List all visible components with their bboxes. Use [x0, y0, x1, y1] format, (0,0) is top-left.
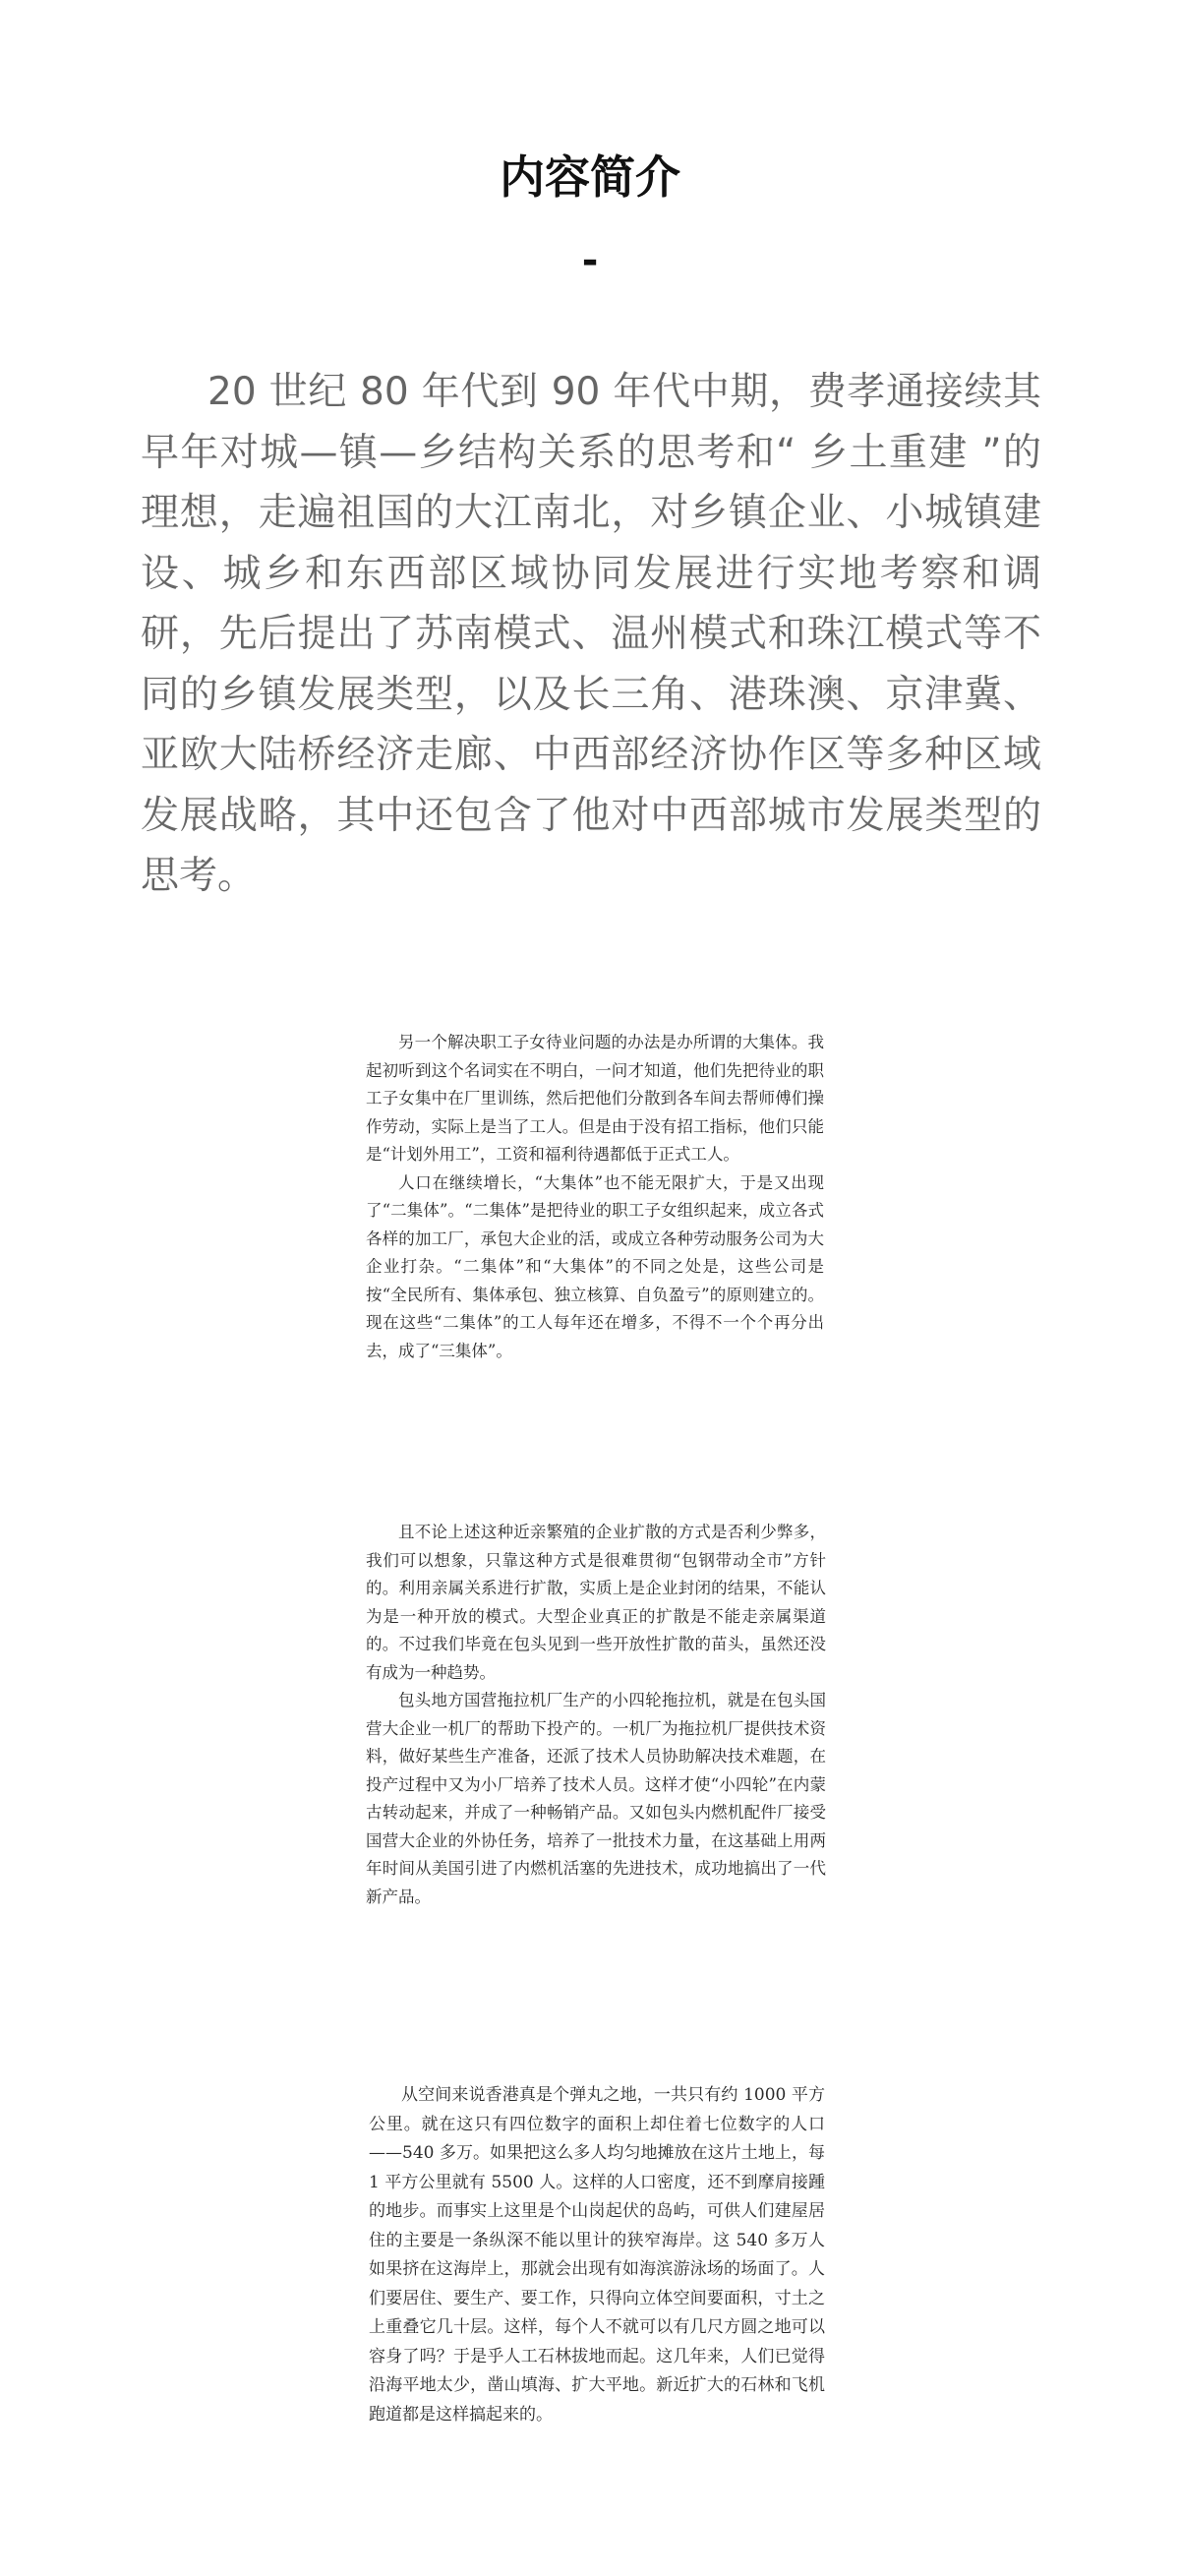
page-title: 内容简介	[500, 150, 680, 204]
excerpt-paragraph: 从空间来说香港真是个弹丸之地，一共只有约 1000 平方公里。就在这只有四位数字的面积上却住着七位数字的人口——540 多万。如果把这么多人均匀地摊放在这片土地上，每 1 平方公里就有 5500 人。这样的人口密度，还不到摩肩接踵的地步。而事实上这里是个山岗起伏的岛屿，可供人们建屋居住的主要是一条纵深不能以里计的狭窄海岸。这 540 多万人如果挤在这海岸上，那就会出现有如海滨游泳场的场面了。人们要居住、要生产、要工作，只得向立体空间要面积，寸土之上重叠它几十层。这样，每个人不就可以有几尺方圆之地可以容身了吗？于是乎人工石林拔地而起。这几年来，人们已觉得沿海平地太少，凿山填海、扩大平地。新近扩大的石林和飞机跑道都是这样搞起来的。	[369, 2085, 825, 2425]
excerpt-3	[369, 2081, 825, 2429]
excerpt-paragraph: 人口在继续增长，“大集体”也不能无限扩大，于是又出现了“二集体”。“二集体”是把待业的职工子女组织起来，成立各式各样的加工厂，承包大企业的活，或成立各种劳动服务公司为大企业打杂。“二集体”和“大集体”的不同之处是，这些公司是按“全民所有、集体承包、独立核算、自负盈亏”的原则建立的。现在这些“二集体”的工人每年还在增多，不得不一个个再分出去，成了“三集体”。	[366, 1172, 824, 1360]
excerpt-paragraph: 包头地方国营拖拉机厂生产的小四轮拖拉机，就是在包头国营大企业一机厂的帮助下投产的。一机厂为拖拉机厂提供技术资料，做好某些生产准备，还派了技术人员协助解决技术难题，在投产过程中又为小厂培养了技术人员。这样才使“小四轮”在内蒙古转动起来，并成了一种畅销产品。又如包头内燃机配件厂接受国营大企业的外协任务，培养了一批技术力量，在这基础上用两年时间从美国引进了内燃机活塞的先进技术，成功地搞出了一代新产品。	[366, 1691, 826, 1906]
excerpt-1	[366, 1029, 824, 1365]
excerpt-paragraph: 另一个解决职工子女待业问题的办法是办所谓的大集体。我起初听到这个名词实在不明白，一问才知道，他们先把待业的职工子女集中在厂里训练，然后把他们分散到各车间去帮师傅们操作劳动，实际上是当了工人。但是由于没有招工指标，他们只能是“计划外用工”，工资和福利待遇都低于正式工人。	[366, 1033, 824, 1164]
excerpt-paragraph: 且不论上述这种近亲繁殖的企业扩散的方式是否利少弊多，我们可以想象，只靠这种方式是很难贯彻“包钢带动全市”方针的。利用亲属关系进行扩散，实质上是企业封闭的结果，不能认为是一种开放的模式。大型企业真正的扩散是不能走亲属渠道的。不过我们毕竟在包头见到一些开放性扩散的苗头，虽然还没有成为一种趋势。	[366, 1523, 826, 1682]
intro-paragraph: 20 世纪 80 年代到 90 年代中期，费孝通接续其早年对城—镇—乡结构关系的思考和“ 乡土重建 ”的理想，走遍祖国的大江南北，对乡镇企业、小城镇建设、城乡和东西部区域协同发展进行实地考察和调研，先后提出了苏南模式、温州模式和珠江模式等不同的乡镇发展类型，以及长三角、港珠澳、京津冀、亚欧大陆桥经济走廊、中西部经济协作区等多种区域发展战略，其中还包含了他对中西部城市发展类型的思考。	[141, 370, 1041, 898]
excerpt-2	[366, 1519, 826, 1911]
title-dash: -	[581, 238, 599, 283]
